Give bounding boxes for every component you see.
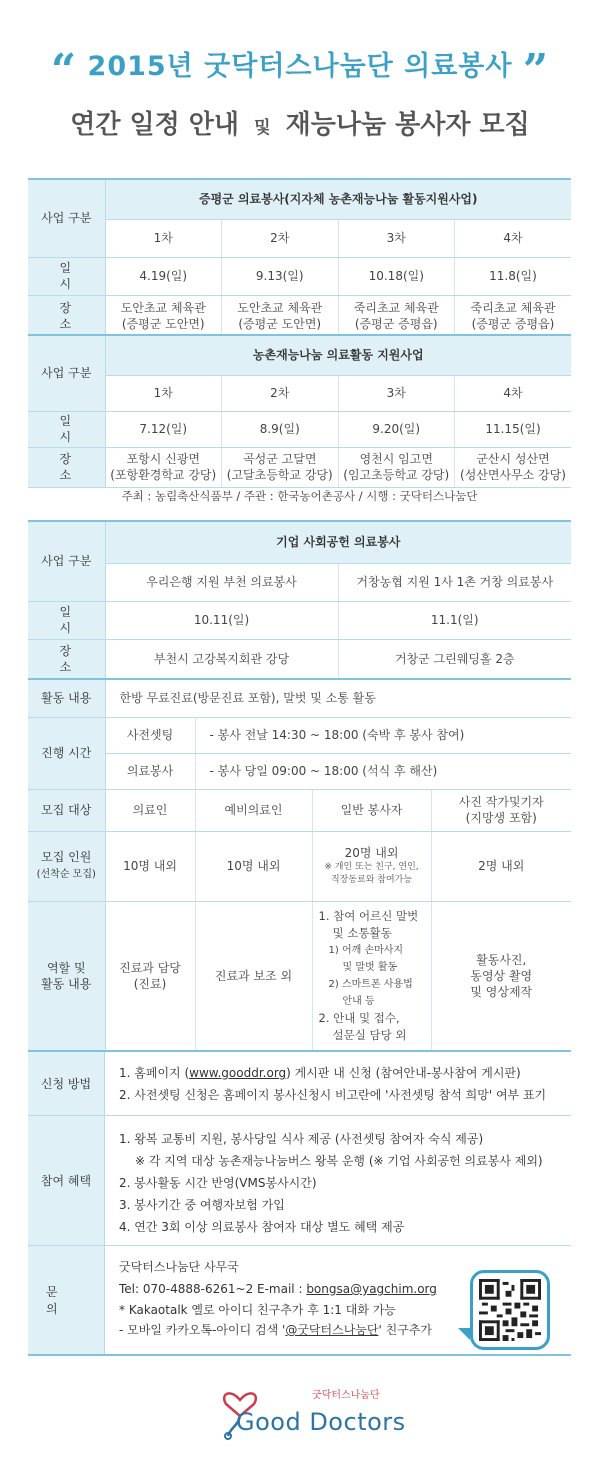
date-cell: 10.18(일) bbox=[338, 257, 455, 295]
kakao-id: @굿닥터스나눔단 bbox=[285, 1323, 379, 1337]
role-label: 역할 및 bbox=[46, 961, 86, 975]
date-cell: 11.1(일) bbox=[338, 601, 571, 639]
label-business: 사업 구분 bbox=[28, 521, 105, 601]
apply-text: 1. 홈페이지 ( bbox=[119, 1066, 190, 1080]
recruit-line: 사진 작가및기자 bbox=[458, 795, 544, 809]
role-line: 2) 스마트폰 사용법 bbox=[328, 979, 413, 990]
table-row bbox=[28, 411, 571, 447]
date-cell: 7.12(일) bbox=[105, 411, 222, 447]
main-title-text: 2015년 굿닥터스나눔단 의료봉사 bbox=[87, 51, 513, 82]
round-cell: 2차 bbox=[222, 375, 339, 411]
table3-title: 기업 사회공헌 의료봉사 bbox=[105, 521, 571, 563]
logo-wordmark: Good Doctors bbox=[236, 1408, 406, 1436]
headcount-cell: 10명 내외 bbox=[105, 831, 195, 901]
headcount-cell: 10명 내외 bbox=[195, 831, 312, 901]
event-cell: 우리은행 지원 부천 의료봉사 bbox=[105, 563, 338, 601]
headcount-value: 20명 내외 bbox=[344, 846, 399, 860]
open-quote: “ bbox=[50, 45, 78, 96]
contact-org: 굿닥터스나눔단 사무국 bbox=[119, 1260, 239, 1274]
date-cell: 10.11(일) bbox=[105, 601, 338, 639]
label-recruit: 모집 대상 bbox=[28, 789, 105, 831]
place-cell bbox=[455, 447, 572, 487]
recruit-cell: 일반 봉사자 bbox=[312, 789, 431, 831]
host-line: 주최 : 농림축산식품부 / 주관 : 한국농어촌공사 / 시행 : 굿닥터스나눔단 bbox=[121, 489, 478, 503]
apply-block bbox=[28, 1050, 571, 1116]
table1-title: 증평군 의료봉사(지자체 농촌재능나눔 활동지원사업) bbox=[105, 179, 571, 219]
subtitle-and: 및 bbox=[254, 118, 271, 138]
table-row bbox=[28, 789, 571, 831]
label-apply: 신청 방법 bbox=[28, 1052, 105, 1115]
place-cell bbox=[338, 295, 455, 337]
contact-kakao: * Kakaotalk 옐로 아이디 친구추가 후 1:1 대화 가능 bbox=[119, 1303, 396, 1317]
label-place: 장 소 bbox=[28, 639, 105, 679]
label-activity: 활동 내용 bbox=[28, 679, 105, 717]
homepage-link[interactable]: www.gooddr.org bbox=[189, 1066, 287, 1080]
role-line: 설문실 담당 외 bbox=[332, 1028, 407, 1042]
role-line: (진료) bbox=[133, 977, 167, 991]
date-cell: 9.13(일) bbox=[222, 257, 339, 295]
close-quote: ” bbox=[522, 45, 550, 96]
place-line: 포항시 신광면 bbox=[126, 452, 200, 466]
headcount-note: 직장동료와 참여가능 bbox=[330, 875, 413, 885]
table-row bbox=[28, 563, 571, 601]
table-row bbox=[28, 717, 571, 753]
table2-title: 농촌재능나눔 의료활동 지원사업 bbox=[105, 335, 571, 375]
date-cell: 4.19(일) bbox=[105, 257, 222, 295]
schedule-name: 사전셋팅 bbox=[105, 717, 195, 753]
table-row bbox=[28, 335, 571, 375]
recruit-cell bbox=[431, 789, 571, 831]
schedule-name: 의료봉사 bbox=[105, 753, 195, 789]
place-line: (고달초등학교 강당) bbox=[226, 468, 333, 482]
table-row bbox=[28, 219, 571, 257]
recruit-line: (지망생 포함) bbox=[465, 811, 537, 825]
headcount-sublabel: (선착순 모집) bbox=[36, 869, 96, 880]
headcount-cell: 2명 내외 bbox=[431, 831, 571, 901]
label-date: 일 시 bbox=[28, 601, 105, 639]
schedule-table-rural bbox=[28, 334, 571, 488]
role-line: 1. 참여 어르신 말벗 bbox=[318, 909, 419, 923]
round-cell: 3차 bbox=[338, 219, 455, 257]
activity-text: 한방 무료진료(방문진료 포함), 말벗 및 소통 활동 bbox=[105, 679, 571, 717]
place-line: 영천시 임고면 bbox=[359, 452, 433, 466]
date-cell: 8.9(일) bbox=[222, 411, 339, 447]
details-table bbox=[28, 678, 571, 1052]
role-line: 동영상 촬영 bbox=[470, 969, 533, 983]
place-line: 죽리초교 체육관 bbox=[353, 300, 439, 315]
label-business: 사업 구분 bbox=[28, 335, 105, 411]
recruit-cell: 의료인 bbox=[105, 789, 195, 831]
schedule-desc: - 봉사 당일 09:00 ~ 18:00 (석식 후 해산) bbox=[195, 753, 571, 789]
place-line: (포항환경학교 강당) bbox=[110, 468, 217, 482]
contact-tel-text: Tel: 070-4888-6261~2 E-mail : bbox=[119, 1282, 307, 1296]
place-cell bbox=[105, 447, 222, 487]
benefit-line: 4. 연간 3회 이상 의료봉사 참여자 대상 별도 혜택 제공 bbox=[119, 1220, 405, 1234]
date-cell: 11.15(일) bbox=[455, 411, 572, 447]
headcount-label: 모집 인원 bbox=[41, 850, 92, 864]
apply-text: ) 게시판 내 신청 (참여안내-봉사참여 게시판) bbox=[286, 1066, 521, 1080]
benefit-line: 3. 봉사기간 중 여행자보험 가입 bbox=[119, 1198, 285, 1212]
recruit-cell: 예비의료인 bbox=[195, 789, 312, 831]
subtitle-part-a: 연간 일정 안내 bbox=[70, 110, 240, 140]
subtitle bbox=[0, 104, 600, 141]
label-contact: 문 의 bbox=[28, 1246, 105, 1354]
place-cell bbox=[222, 447, 339, 487]
place-cell bbox=[338, 447, 455, 487]
schedule-table-corporate bbox=[28, 520, 571, 680]
qr-speech-tail bbox=[458, 1328, 470, 1340]
table-row bbox=[28, 901, 571, 1051]
place-line: (증평군 증평읍) bbox=[471, 316, 555, 331]
table-row bbox=[28, 753, 571, 789]
place-line: 도안초교 체육관 bbox=[120, 300, 206, 315]
schedule-table-jeungpyeong bbox=[28, 178, 571, 338]
role-line: 및 말벗 활동 bbox=[342, 962, 398, 973]
benefit-body bbox=[105, 1116, 571, 1245]
round-cell: 4차 bbox=[455, 375, 572, 411]
event-cell: 거창농협 지원 1사 1촌 거창 의료봉사 bbox=[338, 563, 571, 601]
round-cell: 4차 bbox=[455, 219, 572, 257]
benefit-line: 2. 봉사활동 시간 반영(VMS봉사시간) bbox=[119, 1176, 317, 1190]
qr-code-icon bbox=[479, 1279, 541, 1341]
apply-line-1 bbox=[119, 1062, 571, 1084]
table-row bbox=[28, 257, 571, 295]
table-row bbox=[28, 447, 571, 487]
table-row bbox=[28, 679, 571, 717]
round-cell: 3차 bbox=[338, 375, 455, 411]
date-cell: 9.20(일) bbox=[338, 411, 455, 447]
role-line: 1) 어깨 손마사지 bbox=[328, 945, 404, 956]
headcount-note: ※ 개인 또는 친구, 연인, bbox=[324, 862, 419, 872]
role-line: 및 영상제작 bbox=[470, 985, 533, 999]
label-place: 장 소 bbox=[28, 447, 105, 487]
main-title bbox=[0, 44, 600, 96]
role-cell bbox=[105, 901, 195, 1051]
label-date: 일 시 bbox=[28, 411, 105, 447]
label-headcount bbox=[28, 831, 105, 901]
apply-line-2: 2. 사전셋팅 신청은 홈페이지 봉사신청시 비고란에 '사전셋팅 참석 희망' 여부 표기 bbox=[119, 1088, 547, 1102]
label-schedule: 진행 시간 bbox=[28, 717, 105, 789]
place-line: (성산면사무소 강당) bbox=[460, 468, 566, 482]
place-line: 군산시 성산면 bbox=[476, 452, 550, 466]
role-line: 및 소통활동 bbox=[332, 926, 392, 940]
benefit-block bbox=[28, 1116, 571, 1246]
label-benefit: 참여 혜택 bbox=[28, 1116, 105, 1245]
logo-korean-name: 굿닥터스나눔단 bbox=[312, 1390, 380, 1401]
headcount-cell bbox=[312, 831, 431, 901]
round-cell: 1차 bbox=[105, 219, 222, 257]
place-cell bbox=[222, 295, 339, 337]
table-row bbox=[28, 375, 571, 411]
round-cell: 1차 bbox=[105, 375, 222, 411]
role-line: 진료과 담당 bbox=[119, 961, 181, 975]
table-row bbox=[28, 601, 571, 639]
place-cell: 부천시 고강복지회관 강당 bbox=[105, 639, 338, 679]
table-row bbox=[28, 521, 571, 563]
place-line: (임고초등학교 강당) bbox=[343, 468, 450, 482]
place-line: (증평군 증평읍) bbox=[354, 316, 438, 331]
label-business: 사업 구분 bbox=[28, 179, 105, 257]
benefit-line: 1. 왕복 교통비 지원, 봉사당일 식사 제공 (사전셋팅 참여자 숙식 제공) bbox=[119, 1132, 484, 1146]
role-label: 활동 내용 bbox=[41, 977, 92, 991]
table-row bbox=[28, 295, 571, 337]
place-line: 곡성군 고달면 bbox=[243, 452, 317, 466]
role-cell bbox=[431, 901, 571, 1051]
table-row bbox=[28, 831, 571, 901]
benefit-line: ※ 각 지역 대상 농촌재능나눔버스 왕복 운행 (※ 기업 사회공헌 의료봉사 제외) bbox=[135, 1154, 543, 1168]
place-cell: 거창군 그린웨딩홀 2층 bbox=[338, 639, 571, 679]
role-line: 활동사진, bbox=[476, 953, 527, 967]
place-line: (증평군 도안면) bbox=[238, 316, 322, 331]
table-row bbox=[28, 639, 571, 679]
email-link[interactable]: bongsa@yagchim.org bbox=[306, 1282, 437, 1296]
subtitle-part-b: 재능나눔 봉사자 모집 bbox=[285, 110, 530, 140]
place-line: 죽리초교 체육관 bbox=[470, 300, 556, 315]
label-place: 장 소 bbox=[28, 295, 105, 337]
place-line: (증평군 도안면) bbox=[121, 316, 205, 331]
role-line: 2. 안내 및 접수, bbox=[318, 1011, 400, 1025]
contact-mobile-text: ' 친구추가 bbox=[378, 1323, 432, 1337]
place-cell bbox=[455, 295, 572, 337]
role-line: 안내 등 bbox=[342, 996, 375, 1007]
contact-mobile-text: - 모바일 카카오톡-아이디 검색 ' bbox=[119, 1323, 286, 1337]
date-cell: 11.8(일) bbox=[455, 257, 572, 295]
place-line: 도안초교 체육관 bbox=[237, 300, 323, 315]
label-date: 일 시 bbox=[28, 257, 105, 295]
qr-code[interactable] bbox=[470, 1270, 550, 1350]
schedule-desc: - 봉사 전날 14:30 ~ 18:00 (숙박 후 봉사 참여) bbox=[195, 717, 571, 753]
round-cell: 2차 bbox=[222, 219, 339, 257]
apply-body bbox=[105, 1052, 571, 1115]
good-doctors-logo bbox=[0, 1380, 600, 1450]
label-role bbox=[28, 901, 105, 1051]
place-cell bbox=[105, 295, 222, 337]
role-cell: 진료과 보조 외 bbox=[195, 901, 312, 1051]
table-row bbox=[28, 179, 571, 219]
role-cell bbox=[312, 901, 431, 1051]
